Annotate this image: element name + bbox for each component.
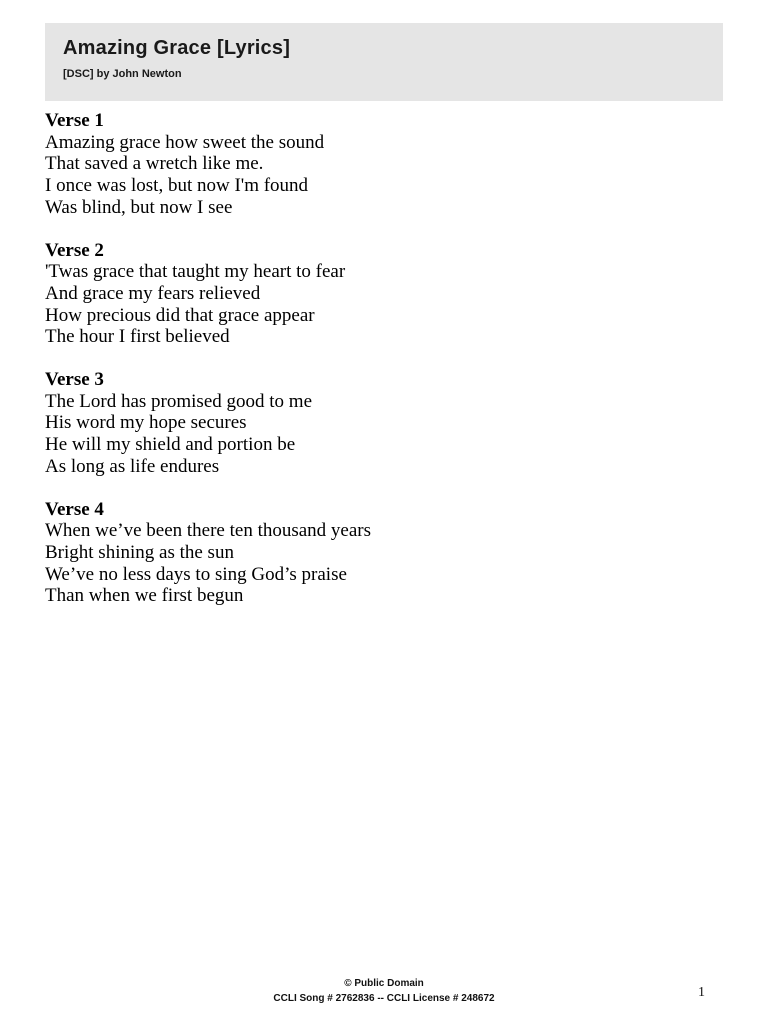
verse-label: Verse 2 [45, 239, 104, 261]
verse-label: Verse 3 [45, 369, 104, 391]
ccli-footer [0, 976, 768, 1006]
lyric-line: We’ve no less days to sing God’s praise [45, 563, 347, 585]
page-number: 1 [698, 985, 705, 1000]
verse-label: Verse 4 [45, 498, 104, 520]
lyric-line: His word my hope secures [45, 412, 247, 434]
title-banner [45, 23, 723, 101]
lyric-line: Than when we first begun [45, 585, 244, 607]
verse-2 [45, 240, 545, 349]
lyric-line: When we’ve been there ten thousand years [45, 520, 372, 542]
lyric-line: Bright shining as the sun [45, 541, 234, 563]
lyric-line: The hour I first believed [45, 326, 230, 348]
lyric-line: How precious did that grace appear [45, 304, 315, 326]
lyric-line: He will my shield and portion be [45, 434, 296, 456]
copyright-line: © Public Domain [344, 978, 424, 989]
lyric-line: Amazing grace how sweet the sound [45, 131, 325, 153]
lyric-line: 'Twas grace that taught my heart to fear [45, 261, 346, 283]
lyric-line: The Lord has promised good to me [45, 390, 313, 412]
verse-label: Verse 1 [45, 110, 104, 131]
song-subtitle: [DSC] by John Newton [63, 68, 182, 80]
lyric-line: I once was lost, but now I'm found [45, 175, 309, 197]
lyric-line: Was blind, but now I see [45, 196, 233, 218]
verse-3 [45, 369, 545, 478]
verse-1 [45, 110, 545, 219]
lyric-line: As long as life endures [45, 455, 220, 477]
verse-4 [45, 499, 545, 608]
lyric-line: That saved a wretch like me. [45, 153, 264, 175]
song-title: Amazing Grace [Lyrics] [63, 37, 291, 59]
lyric-line: And grace my fears relieved [45, 282, 261, 304]
ccli-license-line: CCLI Song # 2762836 -- CCLI License # 248672 [273, 993, 495, 1004]
lyrics-body [45, 110, 545, 628]
